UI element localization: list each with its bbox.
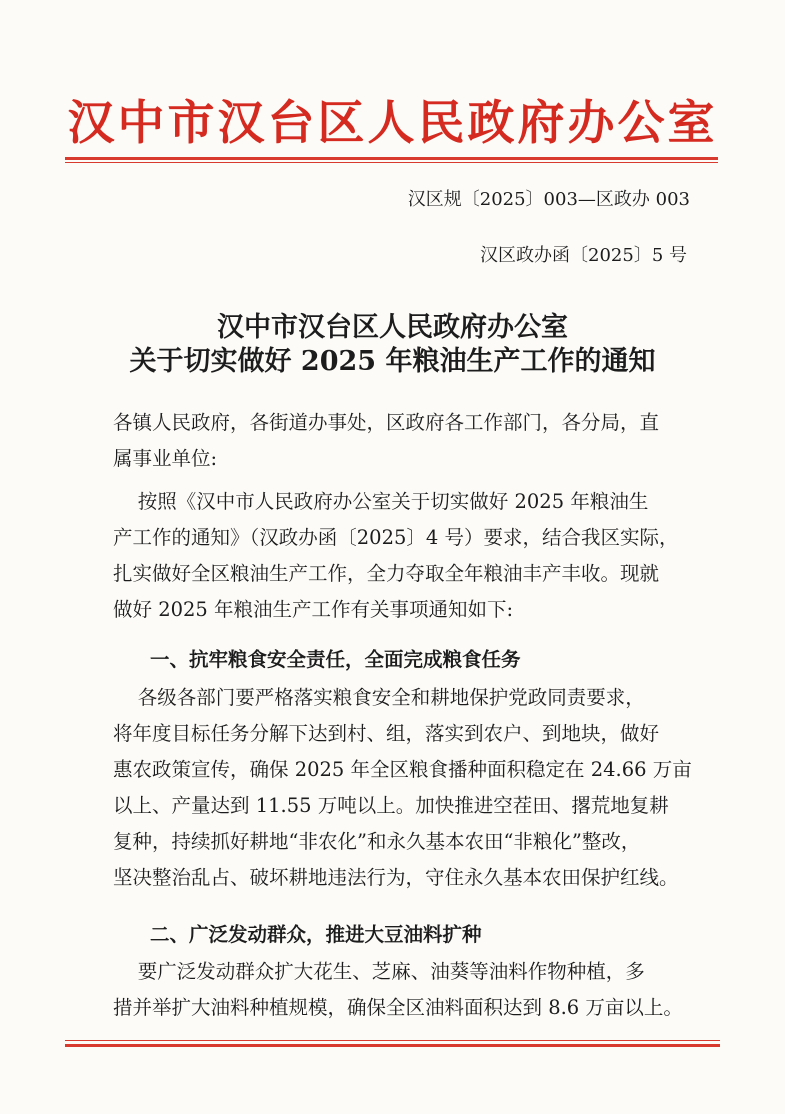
intro-paragraph bbox=[113, 484, 698, 628]
section-1-heading: 一、抗牢粮食安全责任，全面完成粮食任务 bbox=[150, 648, 521, 671]
document-title-line-2: 关于切实做好 2025 年粮油生产工作的通知 bbox=[129, 346, 656, 377]
letter-number: 汉区政办函〔2025〕5 号 bbox=[480, 245, 687, 266]
footer-red-rule-thin bbox=[65, 1040, 720, 1041]
intro-line: 按照《汉中市人民政府办公室关于切实做好 2025 年粮油生 bbox=[113, 490, 649, 513]
section-2-line: 措并举扩大油料种植规模，确保全区油料面积达到 8.6 万亩以上。 bbox=[113, 996, 683, 1019]
intro-line: 扎实做好全区粮油生产工作，全力夺取全年粮油丰产丰收。现就 bbox=[113, 562, 660, 585]
section-2-line: 要广泛发动群众扩大花生、芝麻、油葵等油料作物种植，多 bbox=[113, 960, 645, 983]
section-1-line: 惠农政策宣传，确保 2025 年全区粮食播种面积稳定在 24.66 万亩 bbox=[113, 758, 692, 781]
section-1-line: 各级各部门要严格落实粮食安全和耕地保护党政同责要求， bbox=[113, 686, 645, 709]
header-red-rule-thin bbox=[65, 162, 718, 163]
salutation-line: 属事业单位: bbox=[113, 447, 218, 470]
salutation bbox=[113, 405, 698, 477]
section-1-line: 以上、产量达到 11.55 万吨以上。加快推进空茬田、撂荒地复耕 bbox=[113, 794, 669, 817]
salutation-line: 各镇人民政府，各街道办事处，区政府各工作部门，各分局，直 bbox=[113, 411, 660, 434]
section-1-line: 将年度目标任务分解下达到村、组，落实到农户、到地块，做好 bbox=[113, 722, 660, 745]
section-1-line: 复种，持续抓好耕地“非农化”和永久基本农田“非粮化”整改， bbox=[113, 830, 641, 853]
section-1-paragraph bbox=[113, 680, 698, 896]
regulation-number: 汉区规〔2025〕003—区政办 003 bbox=[407, 189, 690, 210]
intro-line: 做好 2025 年粮油生产工作有关事项通知如下: bbox=[113, 598, 514, 621]
section-1-line: 坚决整治乱占、破坏耕地违法行为，守住永久基本农田保护红线。 bbox=[113, 866, 679, 889]
issuing-office-header: 汉中市汉台区人民政府办公室 bbox=[67, 96, 718, 151]
section-2-heading: 二、广泛发动群众，推进大豆油料扩种 bbox=[150, 923, 482, 946]
header-red-rule-thick bbox=[65, 157, 718, 160]
document-title-line-1: 汉中市汉台区人民政府办公室 bbox=[217, 312, 568, 343]
footer-red-rule-thick bbox=[65, 1044, 720, 1047]
intro-line: 产工作的通知》（汉政办函〔2025〕4 号）要求，结合我区实际， bbox=[113, 526, 679, 549]
section-2-paragraph bbox=[113, 954, 698, 1026]
